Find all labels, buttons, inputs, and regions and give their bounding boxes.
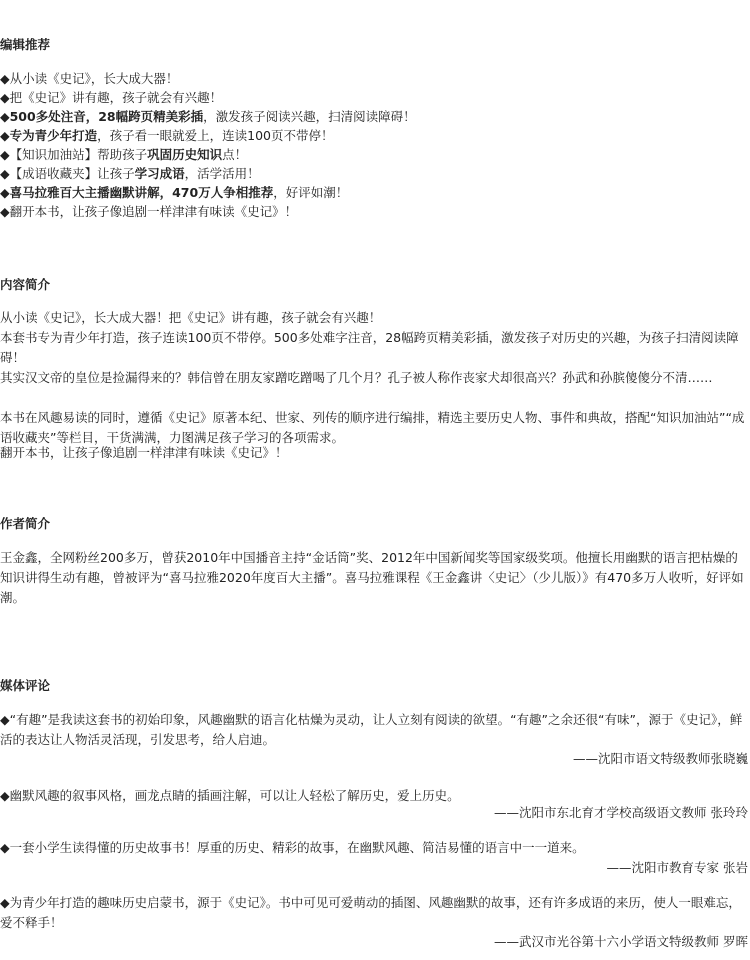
- editor-recommend-text: ，孩子看一眼就爱上，连读100页不带停！: [97, 128, 334, 143]
- editor-recommend-text: 点！: [222, 147, 248, 162]
- editor-recommend-item: [0, 184, 348, 202]
- intro-section-title: 内容简介: [0, 277, 51, 292]
- intro-paragraph: 翻开本书，让孩子像追剧一样津津有味读《史记》！: [0, 445, 288, 460]
- editor-recommend-text: ，好评如潮！: [273, 185, 349, 200]
- editor-recommend-item: [0, 146, 247, 164]
- editor-recommend-text: ◆喜马拉雅百大主播幽默讲解，470万人争相推荐: [0, 185, 274, 200]
- author-bio: 王金鑫，全网粉丝200多万，曾获2010年中国播音主持“金话筒”奖、2012年中国新闻奖等国家级奖项。他擅长用幽默的语言把枯燥的知识讲得生动有趣，曾被评为“喜马拉雅2020年度百大主播”。喜马拉雅课程《王金鑫讲〈史记〉（少儿版）》有470多万人收听，好评如潮。: [0, 550, 744, 605]
- media-review-text: ◆一套小学生读得懂的历史故事书！厚重的历史、精彩的故事，在幽默风趣、简洁易懂的语言中一一道来。: [0, 840, 585, 855]
- media-review-signature: ——沈阳市教育专家 张岩: [606, 860, 748, 875]
- editor-recommend-text: ◆把《史记》讲有趣，孩子就会有兴趣！: [0, 90, 223, 105]
- editor-recommend-text: ，激发孩子阅读兴趣，扫清阅读障碍！: [203, 109, 416, 124]
- media-review-signature: ——沈阳市语文特级教师张晓巍: [572, 751, 748, 766]
- editor-recommend-text: ◆翻开本书，让孩子像追剧一样津津有味读《史记》！: [0, 204, 298, 219]
- editor-recommend-item: [0, 89, 222, 107]
- intro-paragraph: 其实汉文帝的皇位是捡漏得来的？韩信曾在朋友家蹭吃蹭喝了几个月？孔子被人称作丧家犬却很高兴？孙武和孙膑傻傻分不清……: [0, 370, 713, 385]
- editor-recommend-text: ◆【成语收藏夹】让孩子: [0, 166, 135, 181]
- media-review-signature: ——沈阳市东北育才学校高级语文教师 张玲玲: [494, 805, 748, 820]
- editor-recommend-item: [0, 70, 178, 88]
- editor-recommend-text: ，活学活用！: [184, 166, 260, 181]
- media-review-text: ◆“有趣”是我读这套书的初始印象，风趣幽默的语言化枯燥为灵动，让人立刻有阅读的欲望。“有趣”之余还很“有味”，源于《史记》，鲜活的表达让人物活灵活现，引发思考，给人启迪。: [0, 712, 743, 747]
- editor-recommend-item: [0, 203, 297, 221]
- intro-paragraph: 本书在风趣易读的同时，遵循《史记》原著本纪、世家、列传的顺序进行编排，精选主要历史人物、事件和典故，搭配“知识加油站”“成语收藏夹”等栏目，干货满满，力图满足孩子学习的各项需求。: [0, 410, 745, 445]
- media-review-text: ◆幽默风趣的叙事风格，画龙点睛的插画注解，可以让人轻松了解历史，爱上历史。: [0, 788, 460, 803]
- editor-section-title: 编辑推荐: [0, 37, 51, 52]
- media-review-signature: ——武汉市光谷第十六小学语文特级教师 罗晖: [494, 934, 748, 949]
- editor-recommend-text: ◆500多处注音，28幅跨页精美彩插: [0, 109, 204, 124]
- editor-recommend-text: ◆专为青少年打造: [0, 128, 98, 143]
- editor-recommend-text: 巩固历史知识: [147, 147, 223, 162]
- editor-recommend-text: 学习成语: [134, 166, 185, 181]
- intro-paragraph: 从小读《史记》，长大成大器！把《史记》讲有趣，孩子就会有兴趣！: [0, 310, 382, 325]
- editor-recommend-item: [0, 127, 334, 145]
- author-section-title: 作者简介: [0, 516, 51, 531]
- editor-recommend-text: ◆从小读《史记》，长大成大器！: [0, 71, 179, 86]
- editor-recommend-item: [0, 108, 416, 126]
- editor-recommend-text: ◆【知识加油站】帮助孩子: [0, 147, 148, 162]
- media-section-title: 媒体评论: [0, 678, 51, 693]
- intro-paragraph: 本套书专为青少年打造，孩子连读100页不带停。500多处难字注音，28幅跨页精美彩插，激发孩子对历史的兴趣，为孩子扫清阅读障碍！: [0, 330, 739, 365]
- editor-recommend-item: [0, 165, 260, 183]
- media-review-text: ◆为青少年打造的趣味历史启蒙书，源于《史记》。书中可见可爱萌动的插图、风趣幽默的故事，还有许多成语的来历，使人一眼难忘，爱不释手！: [0, 895, 741, 930]
